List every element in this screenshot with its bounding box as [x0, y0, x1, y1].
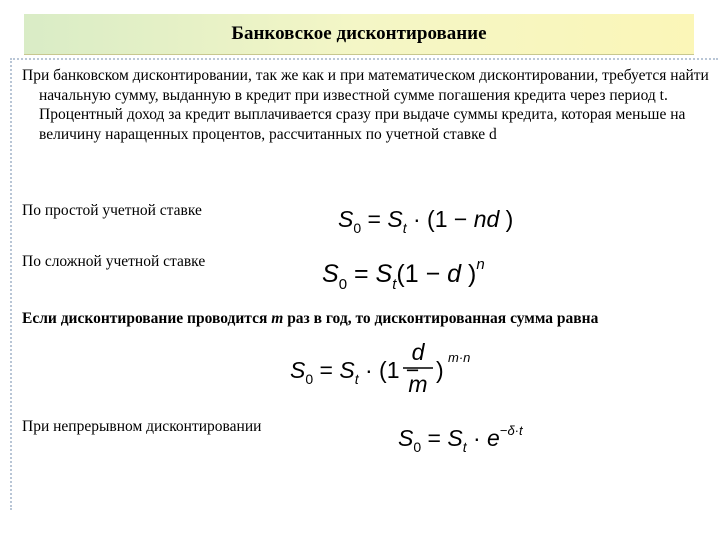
page-title: Банковское дисконтирование: [231, 23, 487, 44]
formula-compound-rate: [322, 250, 522, 298]
formula-continuous: [398, 416, 558, 460]
simple-rate-label: По простой учетной ставке: [22, 202, 202, 219]
svg-text:m: m: [408, 371, 428, 397]
title-banner: [24, 14, 694, 55]
svg-text:S0 = St · e−δ·t: $S_0 = S_t \cdot e^-\delta\cdot t$: [398, 423, 523, 455]
svg-text:S0 = St · (1 −: $S_0 = S_t \cdot (1$ −: [290, 357, 420, 387]
compound-rate-label: По сложной учетной ставке: [22, 253, 206, 270]
intro-paragraph: При банковском дисконтировании, так же как и при математическом дисконтировании, требуется найти начальную сумму, выданную в кредит при известной сумме погашения кредита через период t. Процентный доход за кредит выплачивается сразу при выдаче суммы кредита, которая меньше на величину наращенных процентов, рассчитанных по учетной ставке d: [22, 67, 709, 143]
dotted-divider-top: [10, 58, 718, 60]
continuous-label: При непрерывном дисконтировании: [22, 418, 262, 435]
m-times-label: Если дисконтирование проводится m раз в год, то дисконтированная сумма равна: [22, 310, 599, 327]
formula-simple-rate: [338, 198, 538, 242]
svg-text:d: d: [411, 339, 425, 365]
svg-text:m·n: m·n: [448, 350, 471, 365]
svg-text:): ): [436, 357, 444, 383]
formula-m-times: [290, 338, 520, 402]
svg-text:S0 = St · (1 − nd ): $S_0 = S_t \cdot (1$ − nd ): [338, 206, 514, 236]
svg-text:S0 = St(1 − d )n: $S_0 = S_t(1 - d$ )$^n$: [322, 256, 485, 293]
dotted-divider-left: [10, 58, 12, 510]
